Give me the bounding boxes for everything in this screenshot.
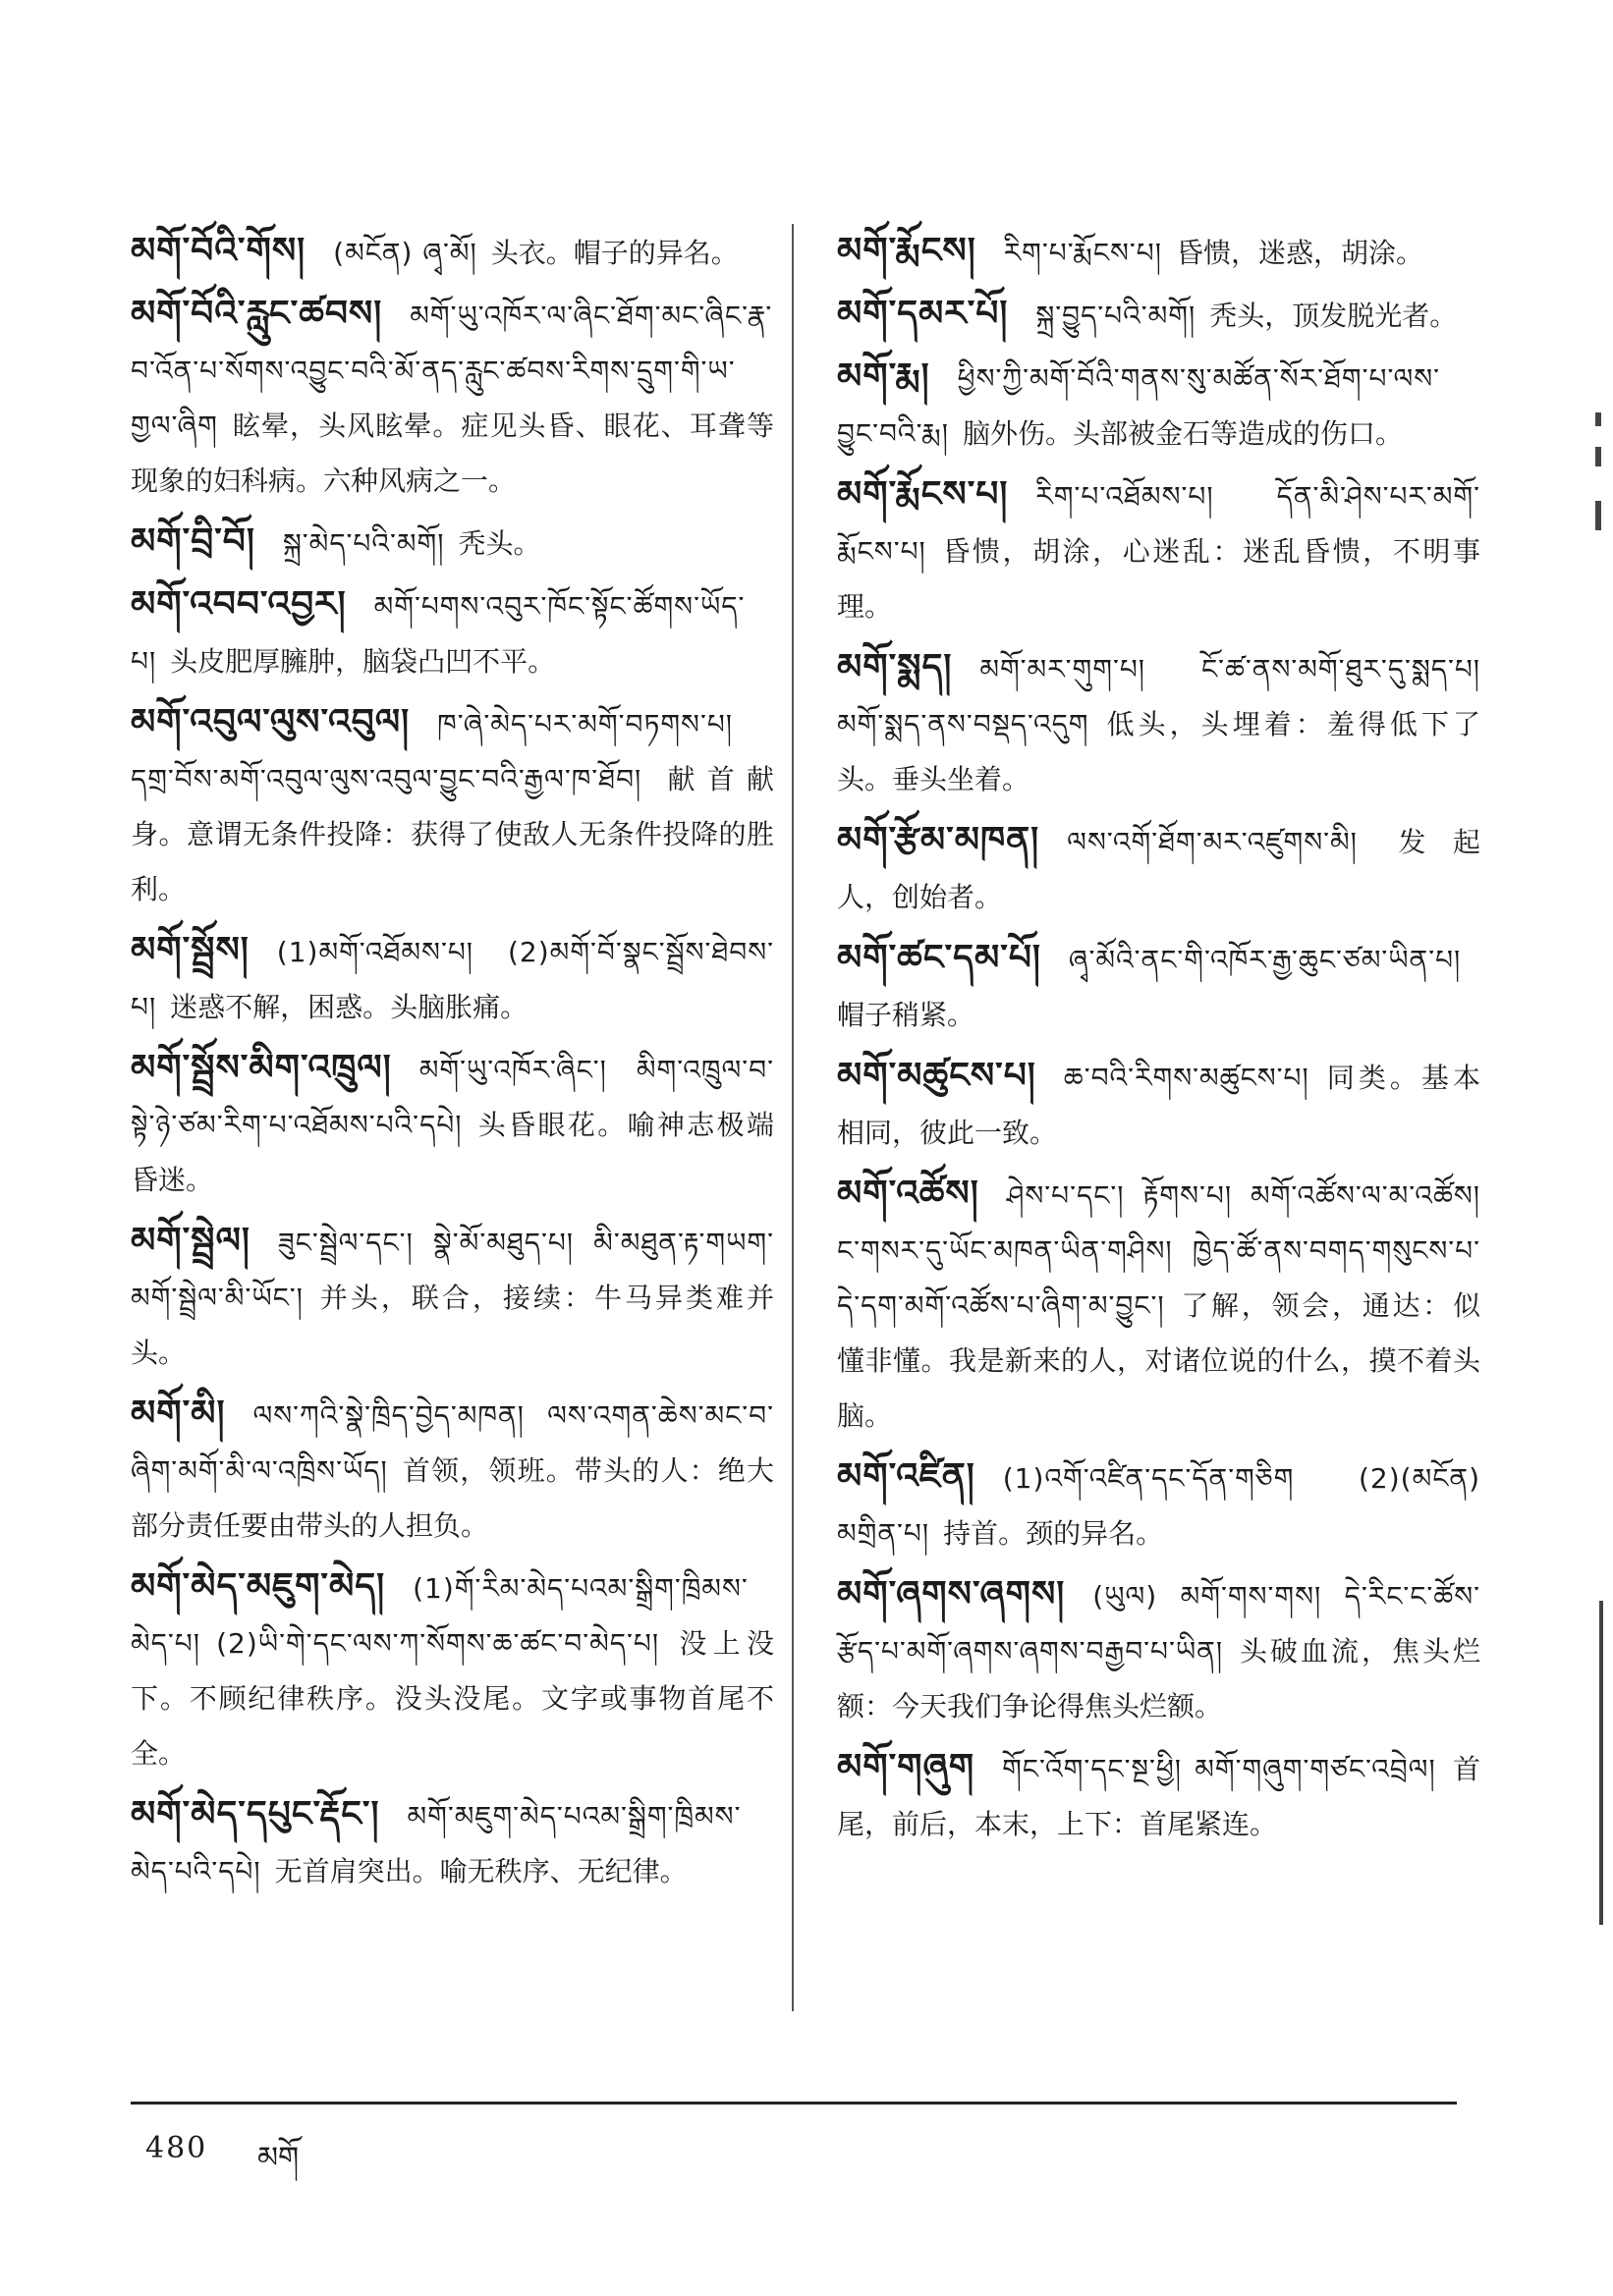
entry xyxy=(837,1167,1480,1444)
headword: མགོ་རྨོངས། xyxy=(837,231,976,271)
headword: མགོ་གཞུག xyxy=(837,1747,975,1787)
tibetan-definition: རིག་པ་རྨོངས་པ། xyxy=(1003,237,1162,269)
entry xyxy=(837,813,1480,925)
scan-edge-mark xyxy=(1599,1601,1603,1925)
tibetan-definition: (ཡུལ) མགོ་གས་གས། དེ་རིང་ང་ཚོས་རྩོད་པ་མགོ་ཞགས་ཞགས་བརྒྱབ་པ་ཡིན། xyxy=(837,1580,1480,1667)
chinese-definition: 发起人，创始者。 xyxy=(837,826,1480,913)
chinese-definition: 并头，联合，接续：牛马异类难并头。 xyxy=(131,1282,774,1369)
running-head: མགོ xyxy=(257,2141,300,2175)
tibetan-definition: (མངོན) ཞྭ་མོ། xyxy=(333,237,477,269)
chinese-definition: 同类。基本相同，彼此一致。 xyxy=(837,1062,1480,1149)
entry xyxy=(131,515,774,572)
tibetan-definition: མགོ་ཡུ་འཁོར་ཞིང་། མིག་འཁྲུལ་བ་སྟེ་ཉེ་ཙམ་རིག་པ་འཐོམས་པའི་དཔེ། xyxy=(131,1054,774,1141)
entry xyxy=(837,467,1480,634)
chinese-definition: 低头，头埋着：羞得低下了头。垂头坐着。 xyxy=(837,708,1480,795)
headword: མགོ་རྨ། xyxy=(837,356,930,397)
entry xyxy=(837,224,1480,281)
scan-edge-mark xyxy=(1595,412,1601,426)
tibetan-definition: ཟུང་སྦྲེལ་དང་། སྣེ་མོ་མཐུད་པ། མི་མཐུན་རྟ་གཡག་མགོ་སྦྲེལ་མི་ཡོང་། xyxy=(131,1227,774,1314)
tibetan-definition: ལས་འགོ་ཐོག་མར་འཛུགས་མི། xyxy=(1067,826,1358,858)
headword: མགོ་སྦྲེལ། xyxy=(131,1221,250,1261)
chinese-definition: 无首肩突出。喻无秩序、无纪律。 xyxy=(274,1855,688,1887)
chinese-definition: 秃头。 xyxy=(458,527,541,560)
right-column xyxy=(837,224,1480,1858)
entry xyxy=(837,1740,1480,1852)
chinese-definition: 头衣。帽子的异名。 xyxy=(490,237,739,269)
tibetan-definition: (1)འགོ་འཛིན་དང་དོན་གཅིག (2)(མངོན) མགྲིན་པ། xyxy=(837,1462,1480,1550)
entry xyxy=(131,1787,774,1899)
headword: མགོ་སྨད། xyxy=(837,647,953,687)
tibetan-definition: མགོ་མཇུག་མེད་པའམ་སྒྲིག་ཁྲིམས་མེད་པའི་དཔེ། xyxy=(131,1800,742,1887)
entry xyxy=(131,224,774,281)
tibetan-definition: གོང་འོག་དང་སྔ་ཕྱི། མགོ་གཞུག་གཙང་འབྲེལ། xyxy=(1002,1753,1436,1785)
chinese-definition: 首领，领班。带头的人：绝大部分责任要由带头的人担负。 xyxy=(131,1454,774,1542)
entry xyxy=(131,1041,774,1208)
headword: མགོ་འབབ་འབྱར། xyxy=(131,584,347,625)
tibetan-definition: སྐྲ་མེད་པའི་མགོ། xyxy=(282,527,445,560)
chinese-definition: 头昏眼花。喻神志极端昏迷。 xyxy=(131,1109,774,1196)
headword: མགོ་བྲི་བོ། xyxy=(131,521,255,562)
headword: མགོ་འབུལ་ལུས་འབུལ། xyxy=(131,702,411,742)
tibetan-definition: མགོ་ཡུ་འཁོར་ལ་ཞིང་ཐོག་མང་ཞིང་རྣ་བ་འོན་པ་སོགས་འབྱུང་བའི་མོ་ནད་རླུང་ཚབས་རིགས་དྲུག་གི་ཡ་གྱལ་ཞིག xyxy=(131,300,773,442)
headword: མགོ་ཞགས་ཞགས། xyxy=(837,1574,1066,1614)
entry xyxy=(837,1449,1480,1561)
entry xyxy=(837,931,1480,1043)
headword: མགོ་བོའི་གོས། xyxy=(131,231,306,271)
headword: མགོ་མེད་མཇུག་མེད། xyxy=(131,1566,386,1607)
headword: མགོ་བོའི་རླུང་ཚབས། xyxy=(131,294,383,334)
page-number: 480 xyxy=(145,2131,208,2165)
tibetan-definition: ལས་ཀའི་སྣེ་ཁྲིད་བྱེད་མཁན། ལས་འགན་ཆེས་མང་བ་ཞིག་མགོ་མི་ལ་འཁྲིས་ཡོད། xyxy=(131,1399,774,1487)
tibetan-definition: ཞྭ་མོའི་ནང་གི་འཁོར་རྒྱ་ཆུང་ཙམ་ཡིན་པ། xyxy=(1068,944,1462,976)
entry xyxy=(837,350,1480,462)
tibetan-definition: ཕྱིས་ཀྱི་མགོ་བོའི་གནས་སུ་མཚོན་སོར་ཐོག་པ་ལས་བྱུང་བའི་རྨ། xyxy=(837,362,1441,450)
entry xyxy=(131,1387,774,1554)
entry xyxy=(837,287,1480,344)
chinese-definition: 昏愦，迷惑，胡涂。 xyxy=(1175,237,1423,269)
entry xyxy=(131,1214,774,1381)
chinese-definition: 头破血流，焦头烂额：今天我们争论得焦头烂额。 xyxy=(837,1635,1480,1722)
scan-edge-mark xyxy=(1595,447,1601,466)
tibetan-definition: སྐྲ་བྱུད་པའི་མགོ། xyxy=(1035,300,1196,332)
scan-edge-mark xyxy=(1595,501,1601,530)
tibetan-definition: ཤེས་པ་དང་། རྟོགས་པ། མགོ་འཚོས་ལ་མ་འཚོས། ང་གསར་དུ་ཡོང་མཁན་ཡིན་གཤིས། ཁྱེད་ཚོ་ནས་བགད་གསུངས་པ་དེ་དག་མགོ་འཚོས་པ་ཞིག་མ་བྱུང་། xyxy=(837,1179,1480,1322)
headword: མགོ་ཚང་དམ་པོ། xyxy=(837,938,1041,978)
column-divider xyxy=(792,224,794,2011)
footer-rule xyxy=(131,2102,1457,2105)
tibetan-definition: (1)གོ་རིམ་མེད་པའམ་སྒྲིག་ཁྲིམས་མེད་པ། (2)ཡི་གེ་དང་ལས་ཀ་སོགས་ཆ་ཚང་བ་མེད་པ། xyxy=(131,1572,749,1660)
tibetan-definition: ཁ་ཞེ་མེད་པར་མགོ་བཏགས་པ། དགྲ་བོས་མགོ་འབུལ་ལུས་འབུལ་བྱུང་བའི་རྒྱལ་ཁ་ཐོབ། xyxy=(131,708,734,795)
headword: མགོ་རྩོམ་མཁན། xyxy=(837,820,1040,860)
chinese-definition: 秃头，顶发脱光者。 xyxy=(1209,300,1458,332)
entry xyxy=(837,1567,1480,1734)
headword: མགོ་རྨོངས་པ། xyxy=(837,474,1009,515)
entry xyxy=(131,923,774,1035)
headword: མགོ་སྦྲོས། xyxy=(131,930,250,970)
headword: མགོ་འཛིན། xyxy=(837,1456,975,1497)
entry xyxy=(131,577,774,689)
chinese-definition: 眩晕，头风眩晕。症见头昏、眼花、耳聋等现象的妇科病。六种风病之一。 xyxy=(131,410,774,497)
chinese-definition: 昏愦，胡涂，心迷乱：迷乱昏愦，不明事理。 xyxy=(837,535,1480,623)
tibetan-definition: མགོ་མར་གུག་པ། ངོ་ཚ་ནས་མགོ་ཐུར་དུ་སྨད་པ། མགོ་སྨད་ནས་བསྡད་འདུག xyxy=(837,653,1480,740)
chinese-definition: 脑外伤。头部被金石等造成的伤口。 xyxy=(962,417,1403,450)
chinese-definition: 献首献身。意谓无条件投降：获得了使敌人无条件投降的胜利。 xyxy=(131,763,774,905)
tibetan-definition: ཆ་བའི་རིགས་མཚུངས་པ། xyxy=(1063,1062,1309,1094)
tibetan-definition: རིག་པ་འཐོམས་པ། དོན་མི་ཤེས་པར་མགོ་རྨོངས་པ། xyxy=(837,480,1480,568)
headword: མགོ་མེད་དཔུང་རྡོང་། xyxy=(131,1794,380,1834)
chinese-definition: 首尾，前后，本末，上下：首尾紧连。 xyxy=(837,1753,1480,1840)
entry xyxy=(837,1049,1480,1161)
headword: མགོ་འཚོས། xyxy=(837,1174,979,1214)
chinese-definition: 持首。颈的异名。 xyxy=(943,1517,1164,1550)
entry xyxy=(131,695,774,917)
headword: མགོ་མཚུངས་པ། xyxy=(837,1056,1036,1096)
headword: མགོ་སྦྲོས་མིག་འཁྲུལ། xyxy=(131,1048,392,1088)
headword: མགོ་མི། xyxy=(131,1394,226,1434)
entry xyxy=(131,1559,774,1781)
chinese-definition: 了解，领会，通达：似懂非懂。我是新来的人，对诸位说的什么，摸不着头脑。 xyxy=(837,1289,1480,1432)
headword: མགོ་དམར་པོ། xyxy=(837,294,1009,334)
chinese-definition: 头皮肥厚臃肿，脑袋凸凹不平。 xyxy=(170,645,556,678)
chinese-definition: 迷惑不解，困惑。头脑胀痛。 xyxy=(170,991,528,1023)
chinese-definition: 没上没下。不顾纪律秩序。没头没尾。文字或事物首尾不全。 xyxy=(131,1627,774,1770)
entry xyxy=(837,640,1480,807)
chinese-definition: 帽子稍紧。 xyxy=(837,999,975,1031)
left-column xyxy=(131,224,774,1905)
tibetan-definition: མགོ་པགས་འབུར་ཁོང་སྟོང་ཚོགས་ཡོད་པ། xyxy=(131,590,746,678)
tibetan-definition: (1)མགོ་འཐོམས་པ། (2)མགོ་བོ་སྣང་སྦྲོས་ཐེབས་པ། xyxy=(131,936,774,1023)
entry xyxy=(131,287,774,509)
